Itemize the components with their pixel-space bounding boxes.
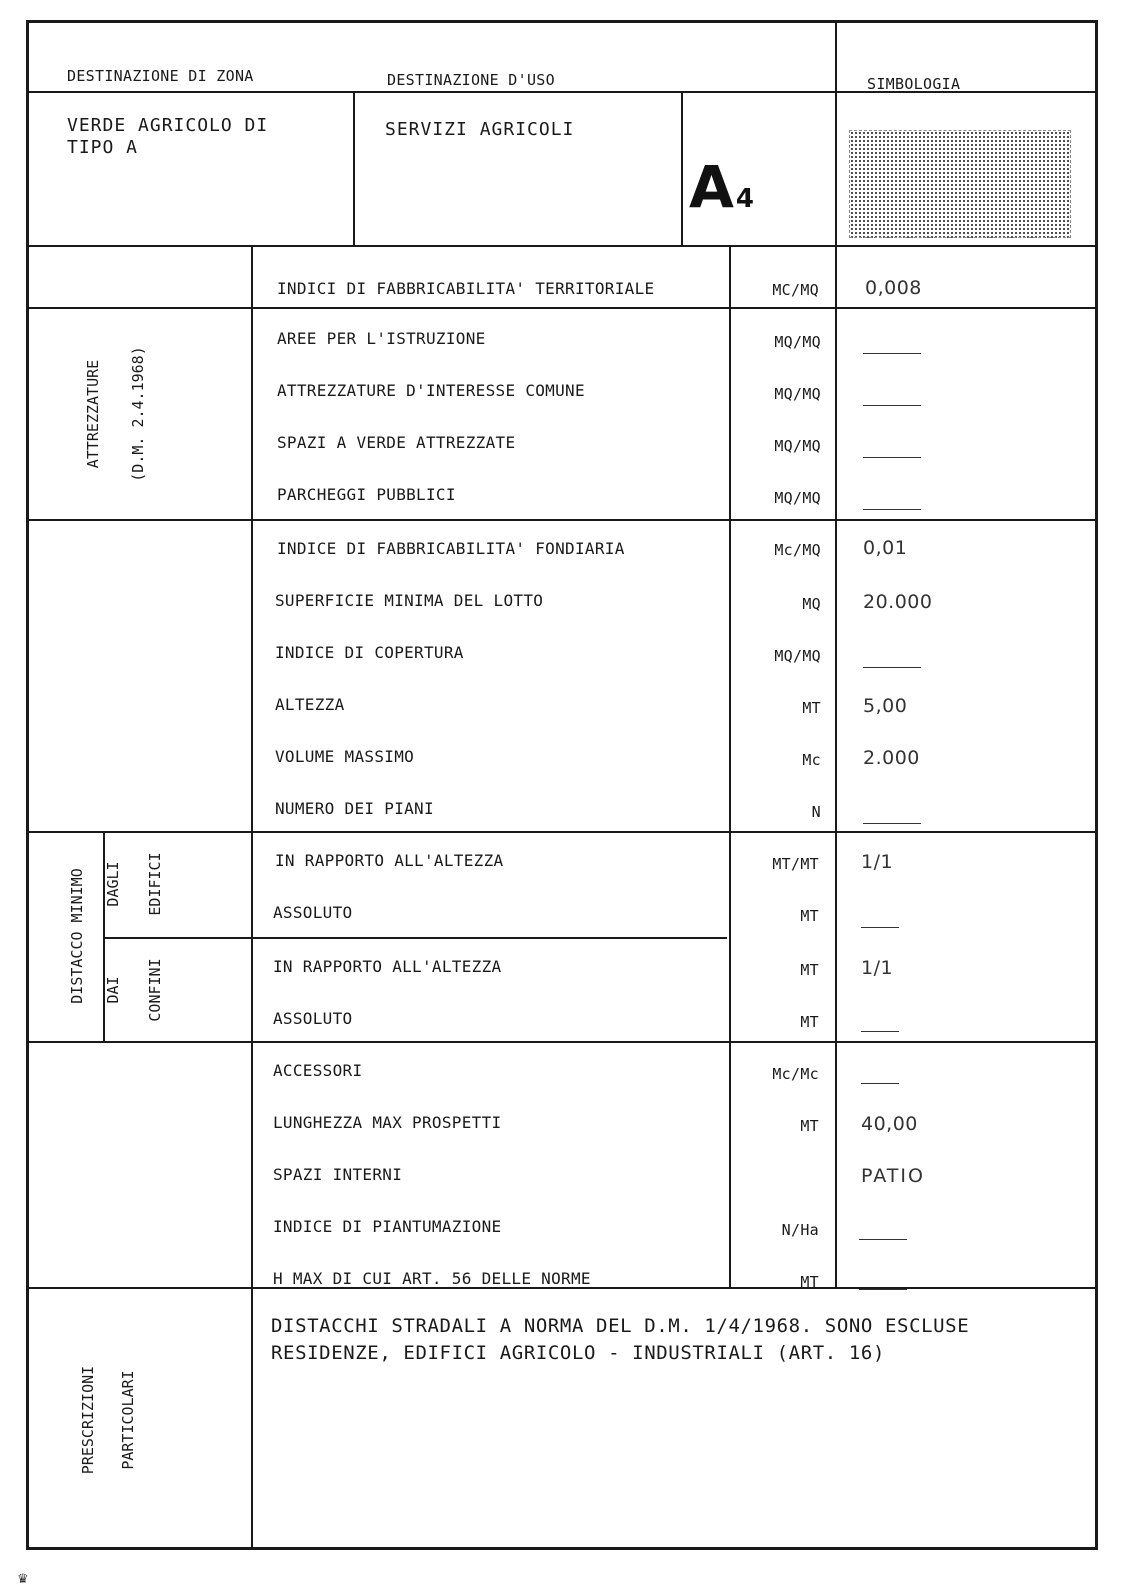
table-row-unit: MQ/MQ bbox=[774, 385, 821, 403]
zone-code bbox=[689, 153, 754, 221]
empty-value-dash bbox=[859, 1239, 907, 1240]
table-row-value: PATIO bbox=[861, 1165, 925, 1187]
territoriale-value: 0,008 bbox=[865, 277, 922, 299]
divider bbox=[729, 245, 731, 1287]
table-row-label: ALTEZZA bbox=[275, 695, 345, 714]
territoriale-label: INDICI DI FABBRICABILITA' TERRITORIALE bbox=[277, 279, 655, 298]
divider bbox=[103, 937, 727, 939]
divider bbox=[29, 245, 1095, 247]
uso-header: DESTINAZIONE D'USO bbox=[387, 71, 555, 89]
table-row-label: SPAZI A VERDE ATTREZZATE bbox=[277, 433, 516, 452]
table-row-unit: MQ/MQ bbox=[774, 437, 821, 455]
prescrizioni-text: DISTACCHI STRADALI A NORMA DEL D.M. 1/4/1968. SONO ESCLUSE RESIDENZE, EDIFICI AGRICOLO - INDUSTRIALI (ART. 16) bbox=[271, 1315, 970, 1364]
table-row-label: H MAX DI CUI ART. 56 DELLE NORME bbox=[273, 1269, 591, 1288]
simbologia-pattern bbox=[849, 130, 1071, 238]
zone-code-letter: A bbox=[689, 153, 734, 221]
divider bbox=[29, 519, 1095, 521]
table-row-label: VOLUME MASSIMO bbox=[275, 747, 415, 766]
dai-label: DAI bbox=[104, 976, 122, 1004]
simbologia-header: SIMBOLOGIA bbox=[867, 75, 961, 93]
divider bbox=[251, 245, 253, 1547]
table-row-value: 5,00 bbox=[863, 695, 908, 717]
table-row-value: 0,01 bbox=[863, 537, 908, 559]
table-row-label: ASSOLUTO bbox=[273, 1009, 353, 1028]
table-row-label: NUMERO DEI PIANI bbox=[275, 799, 434, 818]
table-row-label: LUNGHEZZA MAX PROSPETTI bbox=[273, 1113, 502, 1132]
table-row-unit: Mc/Mc bbox=[772, 1065, 819, 1083]
table-row-unit: MT bbox=[800, 1013, 819, 1031]
table-row-value: 1/1 bbox=[861, 957, 894, 979]
divider bbox=[29, 1041, 1095, 1043]
edifici-label: EDIFICI bbox=[146, 852, 164, 916]
empty-value-dash bbox=[861, 927, 899, 928]
dagli-label: DAGLI bbox=[104, 861, 122, 907]
table-row-unit: N bbox=[811, 803, 821, 821]
table-row-unit: N/Ha bbox=[781, 1221, 819, 1239]
table-row-unit: MT bbox=[802, 699, 821, 717]
table-row-label: AREE PER L'ISTRUZIONE bbox=[277, 329, 486, 348]
distacco-minimo-label: DISTACCO MINIMO bbox=[68, 868, 86, 1004]
table-row-label: ACCESSORI bbox=[273, 1061, 363, 1080]
empty-value-dash bbox=[863, 457, 921, 458]
table-row-unit: MT bbox=[800, 1117, 819, 1135]
table-row-unit: MT bbox=[800, 1273, 819, 1291]
table-row-label: INDICE DI FABBRICABILITA' FONDIARIA bbox=[277, 539, 625, 558]
divider bbox=[835, 23, 837, 1287]
table-row-label: ASSOLUTO bbox=[273, 903, 353, 922]
table-row-unit: MQ/MQ bbox=[774, 489, 821, 507]
table-row-unit: MT bbox=[800, 961, 819, 979]
table-row-label: INDICE DI PIANTUMAZIONE bbox=[273, 1217, 502, 1236]
divider bbox=[29, 831, 1095, 833]
empty-value-dash bbox=[861, 1083, 899, 1084]
empty-value-dash bbox=[863, 405, 921, 406]
empty-value-dash bbox=[863, 353, 921, 354]
table-row-value: 20.000 bbox=[863, 591, 933, 613]
divider bbox=[353, 91, 355, 245]
table-row-unit: Mc/MQ bbox=[774, 541, 821, 559]
empty-value-dash bbox=[863, 667, 921, 668]
table-row-label: PARCHEGGI PUBBLICI bbox=[277, 485, 456, 504]
zone-code-number: 4 bbox=[735, 184, 754, 214]
territoriale-unit: MC/MQ bbox=[772, 281, 819, 299]
divider bbox=[29, 307, 1095, 309]
table-row-label: INDICE DI COPERTURA bbox=[275, 643, 464, 662]
crest-icon: ♛ bbox=[18, 1568, 28, 1587]
table-row-value: 40,00 bbox=[861, 1113, 918, 1135]
table-row-label: IN RAPPORTO ALL'ALTEZZA bbox=[275, 851, 504, 870]
prescrizioni-label: PRESCRIZIONI bbox=[79, 1365, 97, 1475]
table-row-label: IN RAPPORTO ALL'ALTEZZA bbox=[273, 957, 502, 976]
particolari-label: PARTICOLARI bbox=[119, 1370, 137, 1470]
table-row-value: 2.000 bbox=[863, 747, 920, 769]
attrezzature-dm-label: (D.M. 2.4.1968) bbox=[129, 346, 147, 482]
empty-value-dash bbox=[861, 1031, 899, 1032]
uso-value: SERVIZI AGRICOLI bbox=[385, 119, 575, 140]
table-row-unit: Mc bbox=[802, 751, 821, 769]
zona-header: DESTINAZIONE DI ZONA bbox=[67, 67, 254, 85]
table-row-label: SUPERFICIE MINIMA DEL LOTTO bbox=[275, 591, 544, 610]
zona-value: VERDE AGRICOLO DI TIPO A bbox=[67, 115, 269, 158]
table-row-unit: MT/MT bbox=[772, 855, 819, 873]
confini-label: CONFINI bbox=[146, 958, 164, 1022]
empty-value-dash bbox=[863, 509, 921, 510]
table-row-unit: MQ/MQ bbox=[774, 333, 821, 351]
table-row-unit: MQ bbox=[802, 595, 821, 613]
attrezzature-label: ATTREZZATURE bbox=[84, 359, 102, 469]
table-row-unit: MQ/MQ bbox=[774, 647, 821, 665]
empty-value-dash bbox=[863, 823, 921, 824]
table-row-unit: MT bbox=[800, 907, 819, 925]
table-row-label: ATTREZZATURE D'INTERESSE COMUNE bbox=[277, 381, 585, 400]
divider bbox=[681, 91, 683, 245]
zoning-sheet bbox=[26, 20, 1098, 1550]
empty-value-dash bbox=[859, 1289, 907, 1290]
table-row-value: 1/1 bbox=[861, 851, 894, 873]
table-row-label: SPAZI INTERNI bbox=[273, 1165, 403, 1184]
